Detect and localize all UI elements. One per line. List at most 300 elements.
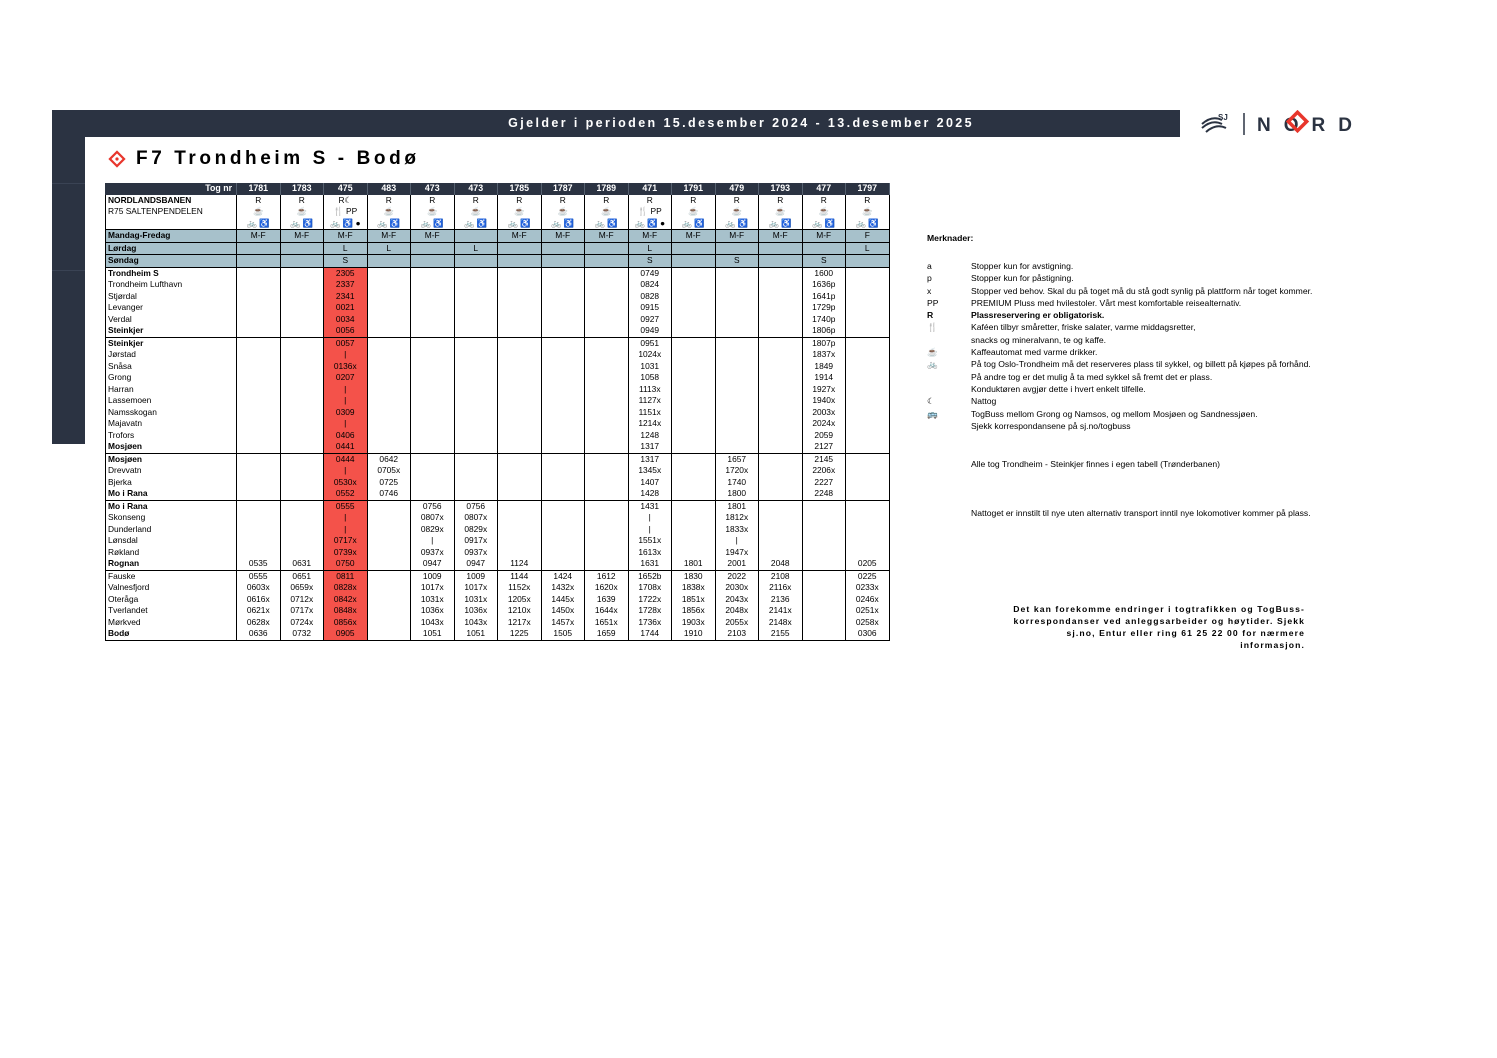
departure-time: 0717x — [280, 605, 324, 617]
departure-time — [367, 372, 411, 384]
departure-time — [759, 524, 803, 536]
departure-time: 0725 — [367, 477, 411, 489]
departure-time: 1152x — [498, 582, 542, 594]
departure-time: 1051 — [454, 628, 498, 640]
note-text: Stopper ved behov. Skal du på toget må du stå godt synlig på plattform når toget kommer. — [971, 285, 1313, 296]
departure-time — [367, 337, 411, 349]
station-row — [106, 488, 890, 500]
station-row — [106, 441, 890, 453]
departure-time — [541, 500, 585, 512]
departure-time — [280, 325, 324, 337]
train-number: 1789 — [585, 183, 629, 195]
train-number: 1781 — [237, 183, 281, 195]
departure-time: 1432x — [541, 582, 585, 594]
departure-time — [846, 477, 890, 489]
departure-time — [759, 325, 803, 337]
day-value: M-F — [759, 230, 803, 243]
departure-time — [367, 418, 411, 430]
departure-time — [280, 279, 324, 291]
station-row — [106, 325, 890, 337]
departure-time — [846, 500, 890, 512]
day-value — [280, 255, 324, 268]
day-value — [498, 255, 542, 268]
departure-time — [541, 558, 585, 570]
departure-time — [367, 570, 411, 582]
departure-time: 1644x — [585, 605, 629, 617]
departure-time: 1151x — [628, 407, 672, 419]
departure-time: 2248 — [802, 488, 846, 500]
departure-time: | — [324, 395, 368, 407]
departure-time — [237, 279, 281, 291]
departure-time — [237, 512, 281, 524]
departure-time — [280, 535, 324, 547]
train-number: 475 — [324, 183, 368, 195]
departure-time — [237, 395, 281, 407]
departure-time: 0251x — [846, 605, 890, 617]
departure-time — [672, 372, 716, 384]
departure-time — [454, 441, 498, 453]
departure-time — [237, 314, 281, 326]
departure-time — [846, 524, 890, 536]
sj-nord-logo — [1200, 110, 1390, 138]
departure-time: 0829x — [454, 524, 498, 536]
departure-time: 1728x — [628, 605, 672, 617]
note-text: snacks og mineralvann, te og kaffe. — [971, 334, 1107, 345]
day-label: Søndag — [106, 255, 237, 268]
departure-time — [802, 558, 846, 570]
departure-time — [541, 512, 585, 524]
service-icons: ☕ — [541, 206, 585, 218]
departure-time — [715, 314, 759, 326]
station-name: Drevvatn — [106, 465, 237, 477]
departure-time: 0705x — [367, 465, 411, 477]
departure-time — [498, 384, 542, 396]
departure-time — [541, 384, 585, 396]
facility-icons: 🚲 ♿ — [802, 218, 846, 230]
departure-time: 0739x — [324, 547, 368, 559]
train-number: 479 — [715, 183, 759, 195]
departure-time: 2108 — [759, 570, 803, 582]
departure-time: 0642 — [367, 453, 411, 465]
departure-time — [846, 267, 890, 279]
day-value: L — [454, 242, 498, 255]
departure-time — [585, 407, 629, 419]
facilities-label — [106, 218, 237, 230]
departure-time: 1613x — [628, 547, 672, 559]
departure-time — [237, 267, 281, 279]
departure-time: 0621x — [237, 605, 281, 617]
departure-time: 1708x — [628, 582, 672, 594]
service-icons: ☕ — [454, 206, 498, 218]
station-name: Lassemoen — [106, 395, 237, 407]
departure-time: 0136x — [324, 361, 368, 373]
departure-time — [498, 302, 542, 314]
departure-time: | — [324, 418, 368, 430]
departure-time — [498, 500, 542, 512]
departure-time: 1940x — [802, 395, 846, 407]
note-key: ☾ — [927, 396, 935, 407]
departure-time — [672, 337, 716, 349]
line-row — [106, 195, 890, 207]
departure-time: 1806p — [802, 325, 846, 337]
note-text: Plassreservering er obligatorisk. — [971, 310, 1105, 321]
departure-time — [411, 395, 455, 407]
departure-time: 0949 — [628, 325, 672, 337]
note-key: a — [927, 261, 932, 271]
departure-time — [585, 524, 629, 536]
departure-time — [280, 512, 324, 524]
logo-brand-text: NORD — [1257, 115, 1365, 136]
station-row — [106, 570, 890, 582]
day-row — [106, 242, 890, 255]
departure-time — [367, 384, 411, 396]
facility-icons: 🚲 ♿ ● — [324, 218, 368, 230]
service-icons: ☕ — [585, 206, 629, 218]
day-value: M-F — [237, 230, 281, 243]
note-item — [927, 321, 1196, 333]
departure-time: 1837x — [802, 349, 846, 361]
service-icons: ☕ — [367, 206, 411, 218]
note-text: Kaffeautomat med varme drikker. — [971, 347, 1098, 358]
day-value: M-F — [280, 230, 324, 243]
departure-time — [846, 279, 890, 291]
station-row — [106, 465, 890, 477]
facility-icons: 🚲 ♿ — [585, 218, 629, 230]
route-diamond-icon — [108, 150, 126, 168]
station-row — [106, 605, 890, 617]
station-name: Majavatn — [106, 418, 237, 430]
departure-time: 0756 — [411, 500, 455, 512]
departure-time — [715, 267, 759, 279]
departure-time: 1736x — [628, 617, 672, 629]
note-item — [927, 395, 997, 407]
day-value: L — [846, 242, 890, 255]
departure-time — [367, 524, 411, 536]
departure-time — [367, 267, 411, 279]
departure-time — [672, 349, 716, 361]
departure-time: 1031 — [628, 361, 672, 373]
departure-time — [237, 418, 281, 430]
service-icons: ☕ — [237, 206, 281, 218]
departure-time — [367, 361, 411, 373]
departure-time — [454, 418, 498, 430]
station-name: Bjerka — [106, 477, 237, 489]
day-label: Lørdag — [106, 242, 237, 255]
day-value — [411, 255, 455, 268]
departure-time: 2305 — [324, 267, 368, 279]
departure-time: 0631 — [280, 558, 324, 570]
departure-time — [541, 407, 585, 419]
departure-time: 2024x — [802, 418, 846, 430]
departure-time: 1639 — [585, 594, 629, 606]
train-number-label: Tog nr — [106, 183, 237, 195]
departure-time — [280, 267, 324, 279]
station-name: Grong — [106, 372, 237, 384]
departure-time — [846, 488, 890, 500]
departure-time: 1740 — [715, 477, 759, 489]
departure-time — [585, 302, 629, 314]
facility-icons: 🚲 ♿ — [541, 218, 585, 230]
departure-time — [846, 547, 890, 559]
departure-time — [672, 488, 716, 500]
departure-time: 0552 — [324, 488, 368, 500]
side-bar — [52, 137, 85, 444]
day-value — [541, 242, 585, 255]
departure-time: 0856x — [324, 617, 368, 629]
departure-time: 1248 — [628, 430, 672, 442]
departure-time — [672, 361, 716, 373]
day-value: M-F — [628, 230, 672, 243]
departure-time — [715, 337, 759, 349]
note-item — [927, 358, 1311, 370]
departure-time: 0616x — [237, 594, 281, 606]
departure-time — [672, 430, 716, 442]
note-text: På andre tog er det mulig å ta med sykkel så fremt det er plass. — [971, 371, 1213, 382]
train-number: 1797 — [846, 183, 890, 195]
departure-time: 1051 — [411, 628, 455, 640]
departure-time — [585, 314, 629, 326]
departure-time — [367, 325, 411, 337]
departure-time — [498, 279, 542, 291]
departure-time — [280, 488, 324, 500]
station-row — [106, 291, 890, 303]
departure-time: 0927 — [628, 314, 672, 326]
train-number: 1783 — [280, 183, 324, 195]
service-icons: ☕ — [672, 206, 716, 218]
departure-time — [454, 267, 498, 279]
departure-time — [411, 291, 455, 303]
departure-time — [498, 267, 542, 279]
departure-time — [759, 430, 803, 442]
departure-time — [280, 314, 324, 326]
departure-time — [672, 395, 716, 407]
departure-time — [715, 441, 759, 453]
departure-time: 0712x — [280, 594, 324, 606]
departure-time — [672, 384, 716, 396]
station-name: Snåsa — [106, 361, 237, 373]
note-item — [927, 297, 1242, 309]
facility-icons: 🚲 ♿ ● — [628, 218, 672, 230]
departure-time: 1424 — [541, 570, 585, 582]
departure-time — [541, 291, 585, 303]
departure-time: 0717x — [324, 535, 368, 547]
departure-time — [237, 535, 281, 547]
departure-time — [411, 430, 455, 442]
departure-time: 1317 — [628, 453, 672, 465]
departure-time — [759, 418, 803, 430]
day-value — [280, 242, 324, 255]
departure-time — [585, 441, 629, 453]
departure-time — [280, 500, 324, 512]
departure-time — [759, 395, 803, 407]
departure-time: 2341 — [324, 291, 368, 303]
departure-time — [802, 547, 846, 559]
departure-time — [715, 279, 759, 291]
departure-time — [541, 465, 585, 477]
departure-time: 2059 — [802, 430, 846, 442]
departure-time — [802, 594, 846, 606]
note-item — [927, 260, 1074, 272]
reservation-mark: R — [237, 195, 281, 207]
departure-time — [411, 453, 455, 465]
day-value — [672, 242, 716, 255]
station-name: Harran — [106, 384, 237, 396]
departure-time: | — [324, 524, 368, 536]
departure-time: 0555 — [324, 500, 368, 512]
line-name: NORDLANDSBANEN — [106, 195, 237, 207]
departure-time — [541, 349, 585, 361]
day-label: Mandag-Fredag — [106, 230, 237, 243]
station-name: Mosjøen — [106, 453, 237, 465]
departure-time — [280, 361, 324, 373]
departure-time: 1431 — [628, 500, 672, 512]
departure-time — [585, 418, 629, 430]
station-row — [106, 314, 890, 326]
note-text: PREMIUM Pluss med hvilestoler. Vårt mest komfortable reisealternativ. — [971, 297, 1242, 308]
departure-time — [802, 535, 846, 547]
departure-time: 2155 — [759, 628, 803, 640]
departure-time — [367, 279, 411, 291]
departure-time: 0947 — [411, 558, 455, 570]
day-row — [106, 255, 890, 268]
note-key: 🚲 — [927, 359, 938, 370]
note-item — [927, 285, 1313, 297]
departure-time — [498, 465, 542, 477]
note-key: x — [927, 285, 932, 296]
timetable — [105, 183, 890, 641]
departure-time — [759, 477, 803, 489]
departure-time — [585, 395, 629, 407]
departure-time: 2206x — [802, 465, 846, 477]
departure-time — [672, 465, 716, 477]
departure-time — [411, 418, 455, 430]
note-text: Nattog — [971, 396, 997, 407]
departure-time: 2103 — [715, 628, 759, 640]
station-row — [106, 430, 890, 442]
departure-time — [585, 337, 629, 349]
departure-time — [585, 558, 629, 570]
departure-time: 1740p — [802, 314, 846, 326]
departure-time: 1947x — [715, 547, 759, 559]
period-band — [52, 110, 1180, 137]
departure-time: 0842x — [324, 594, 368, 606]
departure-time — [367, 430, 411, 442]
departure-time — [498, 349, 542, 361]
departure-time — [237, 477, 281, 489]
departure-time: 0937x — [411, 547, 455, 559]
day-value: M-F — [585, 230, 629, 243]
departure-time — [585, 361, 629, 373]
departure-time — [280, 349, 324, 361]
departure-time: 2141x — [759, 605, 803, 617]
departure-time — [454, 430, 498, 442]
departure-time — [541, 337, 585, 349]
departure-time — [498, 372, 542, 384]
service-icons: 🍴 PP — [324, 206, 368, 218]
departure-time: 1800 — [715, 488, 759, 500]
station-row — [106, 453, 890, 465]
note-key: p — [927, 273, 932, 284]
departure-time — [846, 430, 890, 442]
departure-time: 1729p — [802, 302, 846, 314]
reservation-mark: R — [672, 195, 716, 207]
departure-time — [411, 337, 455, 349]
departure-time — [715, 372, 759, 384]
departure-time: | — [324, 512, 368, 524]
day-value: S — [802, 255, 846, 268]
departure-time: 1428 — [628, 488, 672, 500]
departure-time — [237, 302, 281, 314]
departure-time: 1856x — [672, 605, 716, 617]
departure-time — [237, 441, 281, 453]
departure-time — [367, 617, 411, 629]
departure-time — [498, 430, 542, 442]
day-value: S — [324, 255, 368, 268]
departure-time — [672, 453, 716, 465]
note-item — [927, 420, 1131, 432]
departure-time — [715, 302, 759, 314]
note-key: ☕ — [927, 347, 938, 358]
service-icons: ☕ — [715, 206, 759, 218]
departure-time — [411, 267, 455, 279]
departure-time — [498, 395, 542, 407]
reservation-mark: R — [802, 195, 846, 207]
facility-icons: 🚲 ♿ — [759, 218, 803, 230]
note-text: Konduktøren avgjør dette i hvert enkelt tilfelle. — [971, 383, 1146, 394]
departure-time — [672, 407, 716, 419]
departure-time: 0811 — [324, 570, 368, 582]
departure-time: 1127x — [628, 395, 672, 407]
departure-time — [541, 395, 585, 407]
station-row — [106, 628, 890, 640]
departure-time — [411, 314, 455, 326]
departure-time — [280, 465, 324, 477]
departure-time — [541, 361, 585, 373]
departure-time: 1017x — [454, 582, 498, 594]
departure-time: 0917x — [454, 535, 498, 547]
departure-time — [498, 488, 542, 500]
note-item — [927, 346, 1098, 358]
departure-time: 0441 — [324, 441, 368, 453]
departure-time: 0057 — [324, 337, 368, 349]
departure-time — [802, 570, 846, 582]
service-icons: ☕ — [846, 206, 890, 218]
day-value: L — [628, 242, 672, 255]
departure-time — [759, 279, 803, 291]
departure-time — [498, 477, 542, 489]
departure-time: 1036x — [411, 605, 455, 617]
station-row — [106, 477, 890, 489]
day-value — [454, 255, 498, 268]
departure-time — [759, 547, 803, 559]
departure-time — [237, 291, 281, 303]
station-row — [106, 582, 890, 594]
departure-time — [759, 267, 803, 279]
departure-time — [454, 337, 498, 349]
note-key: PP — [927, 297, 939, 308]
station-name: Jørstad — [106, 349, 237, 361]
station-row — [106, 535, 890, 547]
departure-time — [237, 453, 281, 465]
departure-time — [759, 314, 803, 326]
departure-time — [759, 349, 803, 361]
departure-time: 2003x — [802, 407, 846, 419]
departure-time — [846, 372, 890, 384]
departure-time: 1657 — [715, 453, 759, 465]
departure-time — [541, 547, 585, 559]
station-row — [106, 279, 890, 291]
departure-time — [715, 384, 759, 396]
